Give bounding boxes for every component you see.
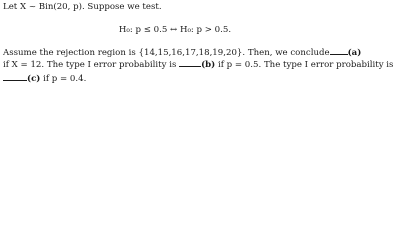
answer-blank-b[interactable] [179,58,201,67]
answer-blank-a[interactable] [330,46,348,55]
blank-tag-b: (b) [201,60,216,70]
answer-blank-c[interactable] [3,72,27,81]
problem-document [0,0,393,90]
blank-tag-c: (c) [27,74,41,84]
rejection-region-text: Assume the rejection region is {14,15,16,17,18,19,20}. Then, we conclude [3,48,330,58]
type-one-error-text-rest: if p = 0.5. The type I error probability is [215,60,393,70]
final-line [3,72,86,85]
final-line-text: if p = 0.4. [40,74,87,84]
type-one-error-text: if X = 12. The type I error probability is [3,60,180,70]
type-one-error-line [3,58,393,71]
hypotheses-line: H₀: p ≤ 0.5 ↔ H₀: p > 0.5. [118,25,232,35]
blank-tag-a: (a) [347,48,362,58]
intro-line: Let X ~ Bin(20, p). Suppose we test. [3,2,162,12]
